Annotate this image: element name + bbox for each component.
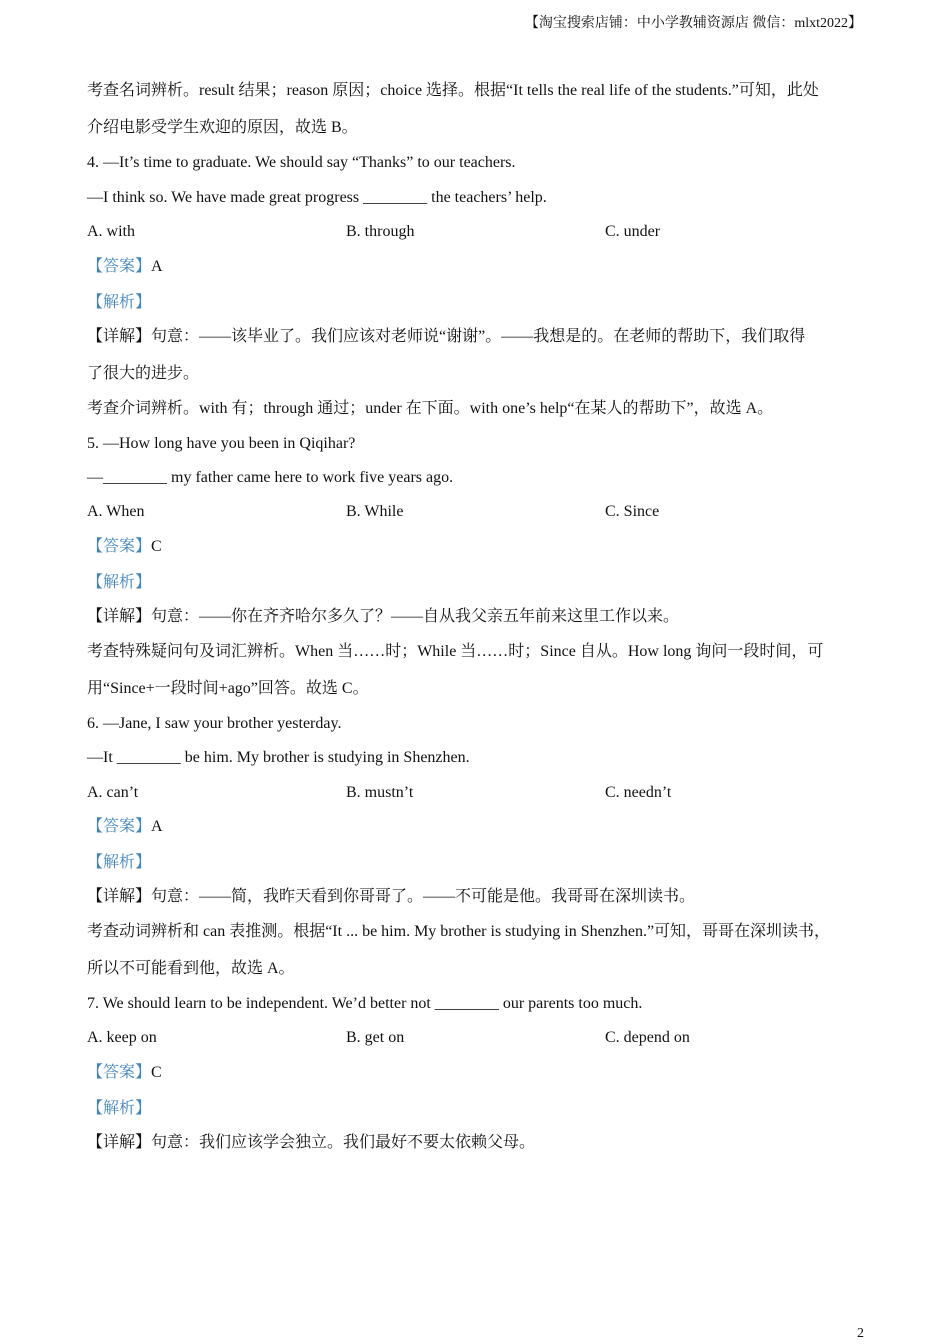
answer-tag: 【答案】	[87, 1064, 152, 1081]
question-stem: 6. —Jane, I saw your brother yesterday.	[87, 715, 342, 732]
text-line: 考查名词辨析。result 结果；reason 原因；choice 选择。根据“It tells the real life of the students.”可知，此处	[87, 82, 819, 99]
analysis-tag: 【解析】	[87, 854, 152, 871]
detail-line: 用“Since+一段时间+ago”回答。故选 C。	[87, 680, 369, 697]
answer-value: A	[151, 258, 163, 275]
question-stem: 7. We should learn to be independent. We’d better not ________ our parents too much.	[87, 995, 643, 1012]
option-c: C. Since	[605, 503, 660, 520]
detail-line: 考查特殊疑问句及词汇辨析。When 当……时；While 当……时；Since 自从。How long 询问一段时间，可	[87, 643, 824, 660]
detail-line: 考查动词辨析和 can 表推测。根据“It ... be him. My brother is studying in Shenzhen.”可知，哥哥在深圳读书，	[87, 923, 831, 940]
option-a: A. When	[87, 503, 145, 520]
detail-line: 【详解】句意：——简，我昨天看到你哥哥了。——不可能是他。我哥哥在深圳读书。	[87, 888, 696, 905]
question-stem: 5. —How long have you been in Qiqihar?	[87, 435, 356, 452]
option-b: B. get on	[346, 1029, 405, 1046]
question-stem: —It ________ be him. My brother is studying in Shenzhen.	[87, 749, 470, 766]
answer-line	[87, 816, 163, 838]
detail-line: 【详解】句意：我们应该学会独立。我们最好不要太依赖父母。	[87, 1134, 536, 1151]
page-number: 2	[857, 1326, 864, 1341]
question-stem: —I think so. We have made great progress ________ the teachers’ help.	[87, 189, 547, 206]
text-line: 介绍电影受学生欢迎的原因，故选 B。	[87, 119, 358, 136]
detail-line: 所以不可能看到他，故选 A。	[87, 960, 295, 977]
answer-tag: 【答案】	[87, 818, 152, 835]
option-b: B. through	[346, 223, 415, 240]
option-a: A. keep on	[87, 1029, 157, 1046]
answer-line	[87, 256, 163, 278]
answer-value: A	[151, 818, 163, 835]
answer-tag: 【答案】	[87, 258, 152, 275]
answer-value: C	[151, 538, 162, 555]
question-stem: —________ my father came here to work five years ago.	[87, 469, 454, 486]
detail-line: 了很大的进步。	[87, 365, 200, 382]
answer-line	[87, 536, 162, 558]
option-c: C. needn’t	[605, 784, 672, 801]
option-a: A. can’t	[87, 784, 139, 801]
analysis-tag: 【解析】	[87, 294, 152, 311]
question-stem: 4. —It’s time to graduate. We should say “Thanks” to our teachers.	[87, 154, 516, 171]
detail-line: 【详解】句意：——你在齐齐哈尔多久了？——自从我父亲五年前来这里工作以来。	[87, 608, 680, 625]
option-c: C. under	[605, 223, 661, 240]
option-a: A. with	[87, 223, 135, 240]
answer-tag: 【答案】	[87, 538, 152, 555]
analysis-tag: 【解析】	[87, 574, 152, 591]
answer-value: C	[151, 1064, 162, 1081]
option-b: B. mustn’t	[346, 784, 414, 801]
answer-line	[87, 1062, 162, 1084]
analysis-tag: 【解析】	[87, 1100, 152, 1117]
detail-line: 考查介词辨析。with 有；through 通过；under 在下面。with one’s help“在某人的帮助下”，故选 A。	[87, 400, 774, 417]
option-b: B. While	[346, 503, 404, 520]
option-c: C. depend on	[605, 1029, 690, 1046]
detail-line: 【详解】句意：——该毕业了。我们应该对老师说“谢谢”。——我想是的。在老师的帮助下，我们取得	[87, 328, 806, 345]
page-header: 【淘宝搜索店铺：中小学教辅资源店 微信：mlxt2022】	[524, 16, 862, 31]
